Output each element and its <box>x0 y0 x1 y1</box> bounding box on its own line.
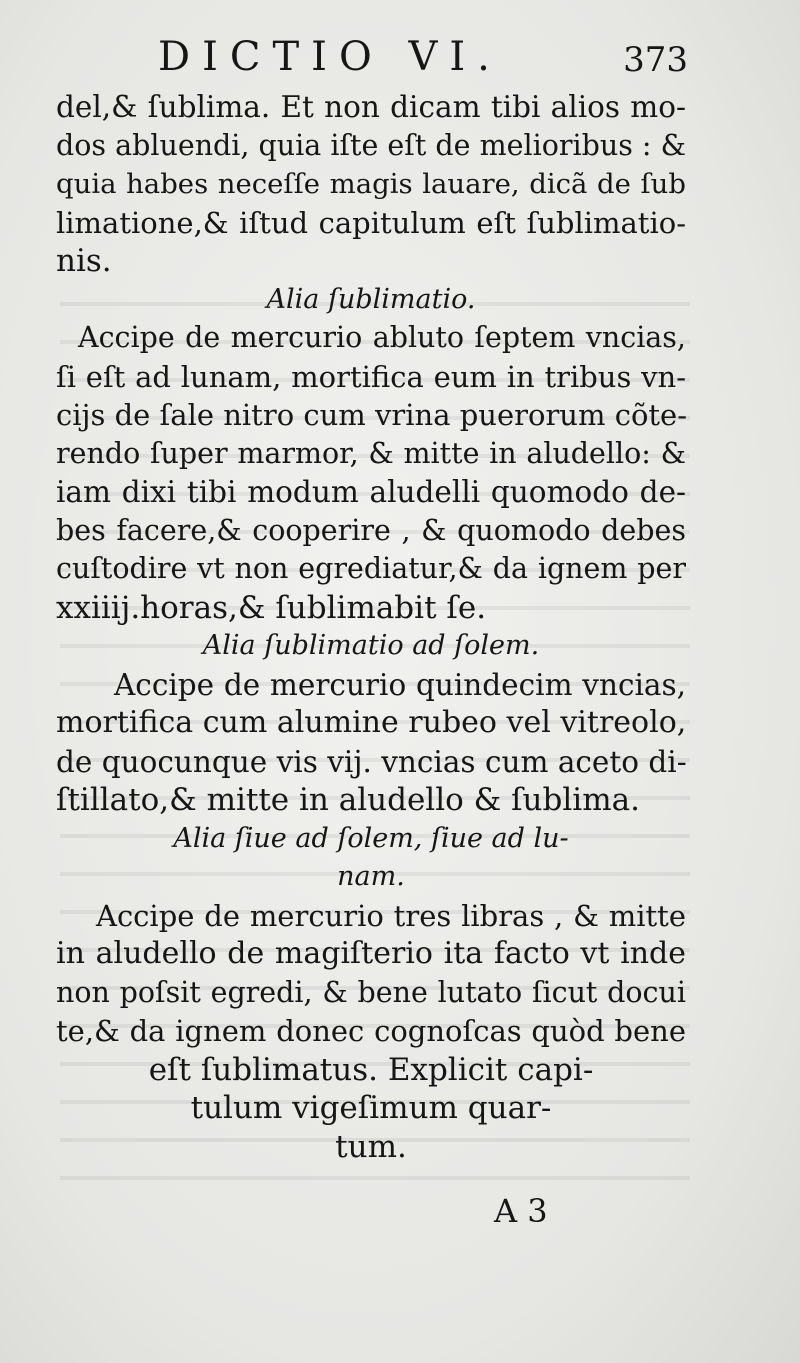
text-line: mortifica cum alumine rubeo vel vitreolo, <box>56 705 687 740</box>
text-line: ſi eſt ad lunam, mortifica eum in tribus vn- <box>56 359 686 394</box>
text-line: cijs de ſale nitro cum vrina puerorum cõte- <box>56 398 688 432</box>
text-line: non poſsit egredi, & bene lutato ſicut docui <box>56 975 686 1009</box>
text-line: cuſtodire vt non egrediatur,& da ignem per <box>56 552 686 585</box>
text-line: xxiiij.horas,& ſublimabit ſe. <box>56 589 487 626</box>
text-line: nis. <box>56 243 112 279</box>
explicit-line: tulum vigeſimum quar- <box>190 1090 552 1126</box>
explicit-line: eſt ſublimatus. Explicit capi- <box>148 1051 594 1088</box>
text-line: quia habes neceſſe magis lauare, dicã de ſub <box>56 168 686 200</box>
section-heading: Alia ſublimatio ad ſolem. <box>202 630 540 661</box>
running-head: DICTIO VI. <box>158 34 502 80</box>
text-line: in aludello de magiſterio ita facto vt inde <box>56 936 686 971</box>
text-line: de quocunque vis vij. vncias cum aceto di- <box>56 744 687 779</box>
text-line: iam dixi tibi modum aludelli quomodo de- <box>56 475 686 509</box>
text-line: bes facere,& cooperire , & quomodo debes <box>56 513 686 547</box>
text-line: Accipe de mercurio abluto ſeptem vncias, <box>78 321 686 354</box>
text-line: Accipe de mercurio tres libras , & mitte <box>96 898 686 933</box>
section-heading: Alia ſiue ad ſolem, ſiue ad lu- <box>173 822 569 854</box>
text-line: ſtillato,& mitte in aludello & ſublima. <box>56 782 640 818</box>
text-line: Accipe de mercurio quindecim vncias, <box>114 667 686 702</box>
text-line: del,& ſublima. Et non dicam tibi alios mo- <box>56 90 686 124</box>
text-line: limatione,& iſtud capitulum eſt ſublimatio- <box>56 205 686 240</box>
page-number: 373 <box>623 40 688 80</box>
signature-mark: A 3 <box>494 1192 548 1230</box>
text-line: rendo ſuper marmor, & mitte in aludello: & <box>56 436 686 470</box>
section-heading-continuation: nam. <box>337 861 405 892</box>
text-line: te,& da ignem donec cognoſcas quòd bene <box>56 1014 686 1048</box>
page-header <box>158 34 688 84</box>
text-line: dos abluendi, quia iſte eſt de melioribus : & <box>56 128 686 162</box>
main-text <box>56 88 686 1166</box>
explicit-line: tum. <box>335 1128 407 1165</box>
section-heading: Alia ſublimatio. <box>266 283 476 315</box>
